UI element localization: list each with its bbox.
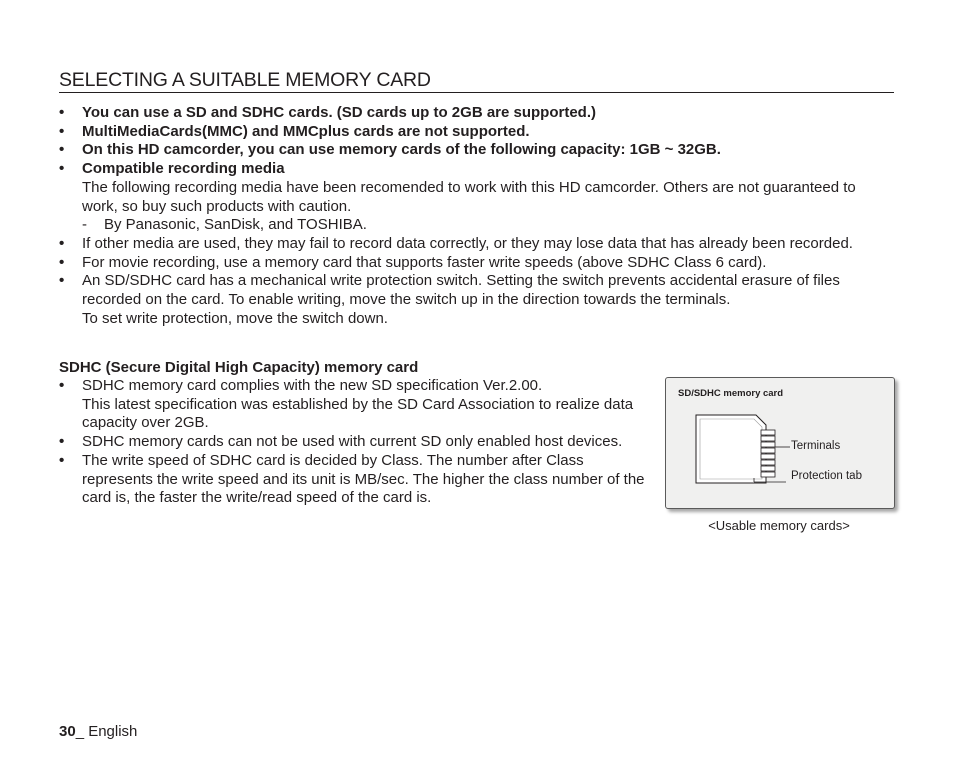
list-item: • Compatible recording media The following recording media have been recomended to work with this HD camcorder. Others are not guaranteed to work, so buy such products with caution. - By Panasonic, SanDisk, and TOSHIBA. [59,160,879,235]
page-footer [59,723,137,740]
sdhc-heading: SDHC (Secure Digital High Capacity) memory card [59,359,419,376]
bullet-icon: • [59,253,65,271]
list-item: • If other media are used, they may fail to record data correctly, or they may lose data that has already been recorded. [59,234,853,252]
figure-caption: <Usable memory cards> [708,518,850,533]
list-item: • An SD/SDHC card has a mechanical write protection switch. Setting the switch prevents accidental erasure of files recorded on the card. To enable writing, move the switch up in the direction towards the terminals. To set write protection, move the switch down. [59,272,879,328]
compat-brands: - By Panasonic, SanDisk, and TOSHIBA. [82,216,367,234]
bullet-icon: • [59,234,65,252]
bullet-icon: • [59,451,65,469]
bullet-icon: • [59,141,65,159]
compat-note: The following recording media have been recomended to work with this HD camcorder. Others are not guaranteed to work, so buy such products with caution. [82,178,856,215]
list-item: • On this HD camcorder, you can use memory cards of the following capacity: 1GB ~ 32GB. [59,141,721,159]
bullet-icon: • [59,104,65,121]
list-item: • SDHC memory cards can not be used with current SD only enabled host devices. [59,433,623,451]
main-bullet-list [59,104,879,328]
page-number: 30 [59,723,76,740]
list-item: • SDHC memory card complies with the new SD specification Ver.2.00. This latest specification was established by the SD Card Association to realize data capacity over 2GB. [59,377,651,433]
bullet-icon: • [59,377,65,394]
memory-card-figure [665,377,895,509]
sd-card-icon [666,378,894,508]
protection-tab-label: Protection tab [791,470,862,482]
list-item: • MultiMediaCards(MMC) and MMCplus cards are not supported. [59,122,530,140]
footer-language: _ English [75,723,138,740]
sdhc-spec-note: This latest specification was established by the SD Card Association to realize data capacity over 2GB. [82,395,634,432]
list-item: • You can use a SD and SDHC cards. (SD cards up to 2GB are supported.) [59,104,596,121]
list-item: • For movie recording, use a memory card that supports faster write speeds (above SDHC Class 6 card). [59,253,767,271]
figure-title: SD/SDHC memory card [678,388,784,399]
list-item: • The write speed of SDHC card is decided by Class. The number after Class represents the write speed and its unit is MB/sec. The higher the class number of the card is, the faster the write/read speed of the card is. [59,451,645,507]
bullet-icon: • [59,160,65,178]
bullet-icon: • [59,433,65,451]
sdhc-bullet-list [59,377,651,508]
bullet-icon: • [59,122,65,140]
write-protect-line: To set write protection, move the switch down. [82,309,388,327]
bullet-icon: • [59,272,65,290]
page-title: SELECTING A SUITABLE MEMORY CARD [59,68,894,93]
terminals-label: Terminals [791,440,841,452]
